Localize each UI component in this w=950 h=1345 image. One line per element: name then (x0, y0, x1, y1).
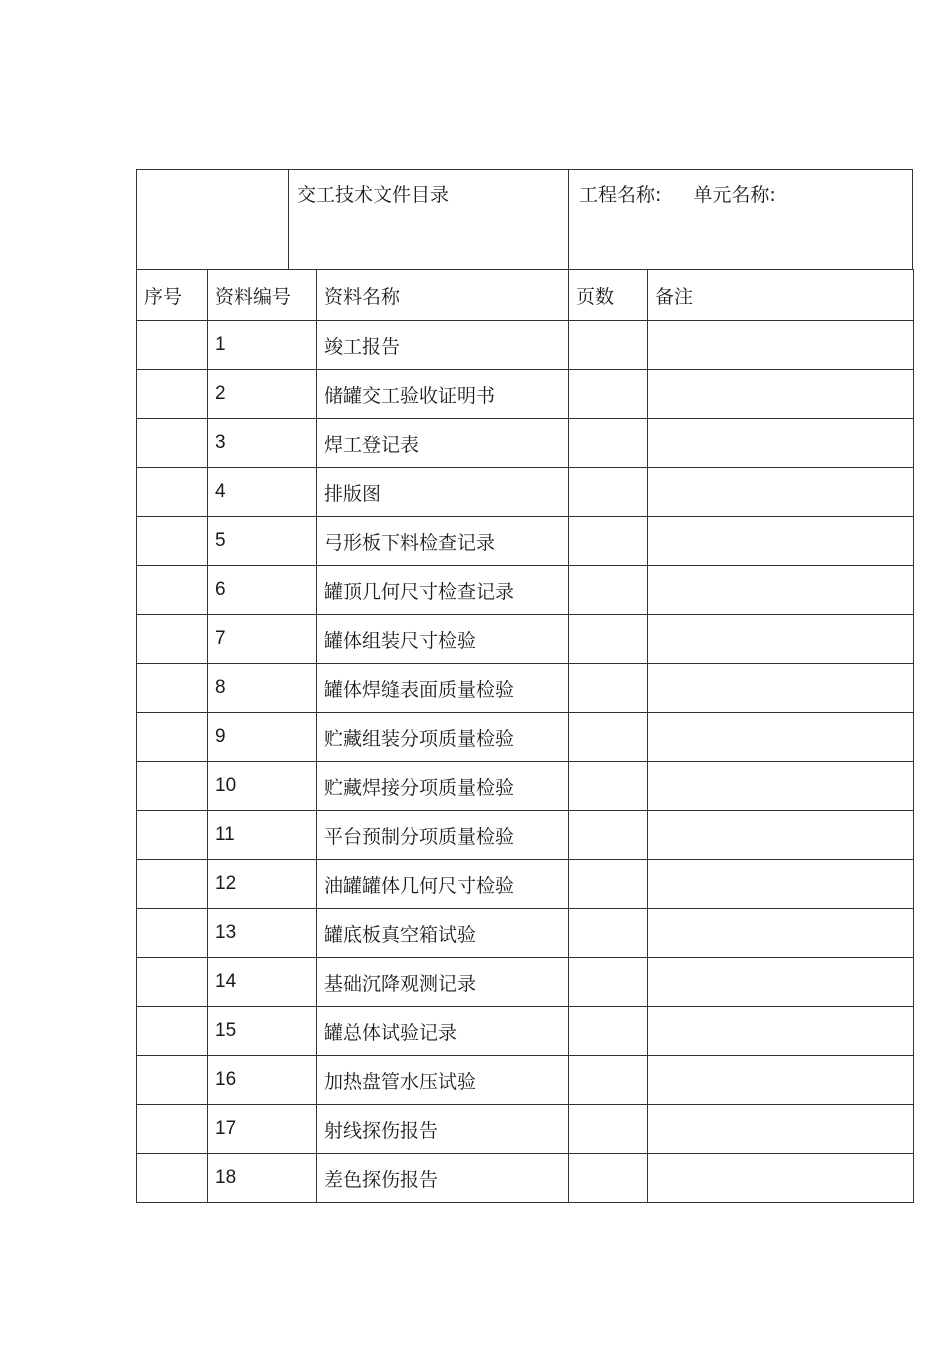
row-name: 储罐交工验收证明书 (317, 370, 569, 419)
row-pages (569, 958, 648, 1007)
row-name: 罐总体试验记录 (317, 1007, 569, 1056)
row-note (648, 321, 914, 370)
row-seq (137, 566, 208, 615)
table-row (137, 370, 914, 419)
table-row (137, 419, 914, 468)
row-name: 竣工报告 (317, 321, 569, 370)
row-pages (569, 370, 648, 419)
row-pages (569, 1056, 648, 1105)
row-seq (137, 370, 208, 419)
row-name: 弓形板下料检查记录 (317, 517, 569, 566)
column-header-code: 资料编号 (208, 270, 317, 321)
row-seq (137, 1105, 208, 1154)
row-code: 1 (208, 321, 317, 370)
row-seq (137, 1056, 208, 1105)
table-row (137, 1007, 914, 1056)
table-row (137, 1105, 914, 1154)
row-note (648, 517, 914, 566)
table-row (137, 468, 914, 517)
table-row (137, 762, 914, 811)
document-header (136, 169, 913, 270)
row-note (648, 419, 914, 468)
row-code: 2 (208, 370, 317, 419)
row-pages (569, 615, 648, 664)
table-row (137, 1154, 914, 1203)
table-row (137, 713, 914, 762)
row-note (648, 1056, 914, 1105)
row-note (648, 860, 914, 909)
row-pages (569, 713, 648, 762)
row-pages (569, 419, 648, 468)
row-code: 10 (208, 762, 317, 811)
table-row (137, 860, 914, 909)
row-seq (137, 615, 208, 664)
table-header-row (137, 270, 914, 321)
row-seq (137, 909, 208, 958)
project-info (579, 180, 776, 207)
document-table-container (136, 169, 913, 1203)
row-code: 4 (208, 468, 317, 517)
row-note (648, 370, 914, 419)
row-name: 罐顶几何尺寸检查记录 (317, 566, 569, 615)
table-row (137, 517, 914, 566)
row-seq (137, 762, 208, 811)
row-code: 15 (208, 1007, 317, 1056)
document-title: 交工技术文件目录 (297, 184, 450, 206)
table-row (137, 566, 914, 615)
row-note (648, 713, 914, 762)
row-name: 平台预制分项质量检验 (317, 811, 569, 860)
table-row (137, 1056, 914, 1105)
row-name: 罐体组装尺寸检验 (317, 615, 569, 664)
table-row (137, 615, 914, 664)
column-header-name: 资料名称 (317, 270, 569, 321)
row-code: 18 (208, 1154, 317, 1203)
row-code: 12 (208, 860, 317, 909)
header-divider (568, 170, 569, 269)
table-row (137, 958, 914, 1007)
row-code: 17 (208, 1105, 317, 1154)
row-pages (569, 1154, 648, 1203)
header-divider (288, 170, 289, 269)
row-code: 11 (208, 811, 317, 860)
project-name-label: 工程名称: (579, 184, 662, 206)
row-name: 排版图 (317, 468, 569, 517)
row-pages (569, 1105, 648, 1154)
row-code: 14 (208, 958, 317, 1007)
row-seq (137, 811, 208, 860)
row-pages (569, 811, 648, 860)
unit-name-label: 单元名称: (693, 184, 776, 206)
row-name: 罐底板真空箱试验 (317, 909, 569, 958)
row-code: 16 (208, 1056, 317, 1105)
table-row (137, 909, 914, 958)
row-pages (569, 321, 648, 370)
row-note (648, 615, 914, 664)
row-name: 贮藏组装分项质量检验 (317, 713, 569, 762)
row-note (648, 909, 914, 958)
row-seq (137, 713, 208, 762)
row-pages (569, 468, 648, 517)
row-name: 差色探伤报告 (317, 1154, 569, 1203)
row-name: 射线探伤报告 (317, 1105, 569, 1154)
column-header-seq: 序号 (137, 270, 208, 321)
row-note (648, 664, 914, 713)
row-note (648, 566, 914, 615)
file-index-table (136, 269, 914, 1203)
row-note (648, 468, 914, 517)
row-pages (569, 762, 648, 811)
row-name: 贮藏焊接分项质量检验 (317, 762, 569, 811)
row-code: 13 (208, 909, 317, 958)
row-code: 8 (208, 664, 317, 713)
row-code: 6 (208, 566, 317, 615)
row-seq (137, 321, 208, 370)
row-pages (569, 1007, 648, 1056)
row-name: 罐体焊缝表面质量检验 (317, 664, 569, 713)
row-seq (137, 1154, 208, 1203)
row-seq (137, 419, 208, 468)
row-seq (137, 860, 208, 909)
table-row (137, 664, 914, 713)
column-header-note: 备注 (648, 270, 914, 321)
table-row (137, 811, 914, 860)
row-code: 5 (208, 517, 317, 566)
row-note (648, 958, 914, 1007)
row-note (648, 762, 914, 811)
column-header-pages: 页数 (569, 270, 648, 321)
row-pages (569, 860, 648, 909)
row-code: 3 (208, 419, 317, 468)
row-name: 焊工登记表 (317, 419, 569, 468)
row-seq (137, 468, 208, 517)
row-seq (137, 517, 208, 566)
row-name: 加热盘管水压试验 (317, 1056, 569, 1105)
row-pages (569, 664, 648, 713)
row-code: 7 (208, 615, 317, 664)
row-seq (137, 1007, 208, 1056)
row-seq (137, 664, 208, 713)
row-name: 基础沉降观测记录 (317, 958, 569, 1007)
row-pages (569, 566, 648, 615)
row-pages (569, 517, 648, 566)
row-pages (569, 909, 648, 958)
row-note (648, 1007, 914, 1056)
row-name: 油罐罐体几何尺寸检验 (317, 860, 569, 909)
row-code: 9 (208, 713, 317, 762)
table-row (137, 321, 914, 370)
row-seq (137, 958, 208, 1007)
row-note (648, 1154, 914, 1203)
row-note (648, 1105, 914, 1154)
row-note (648, 811, 914, 860)
